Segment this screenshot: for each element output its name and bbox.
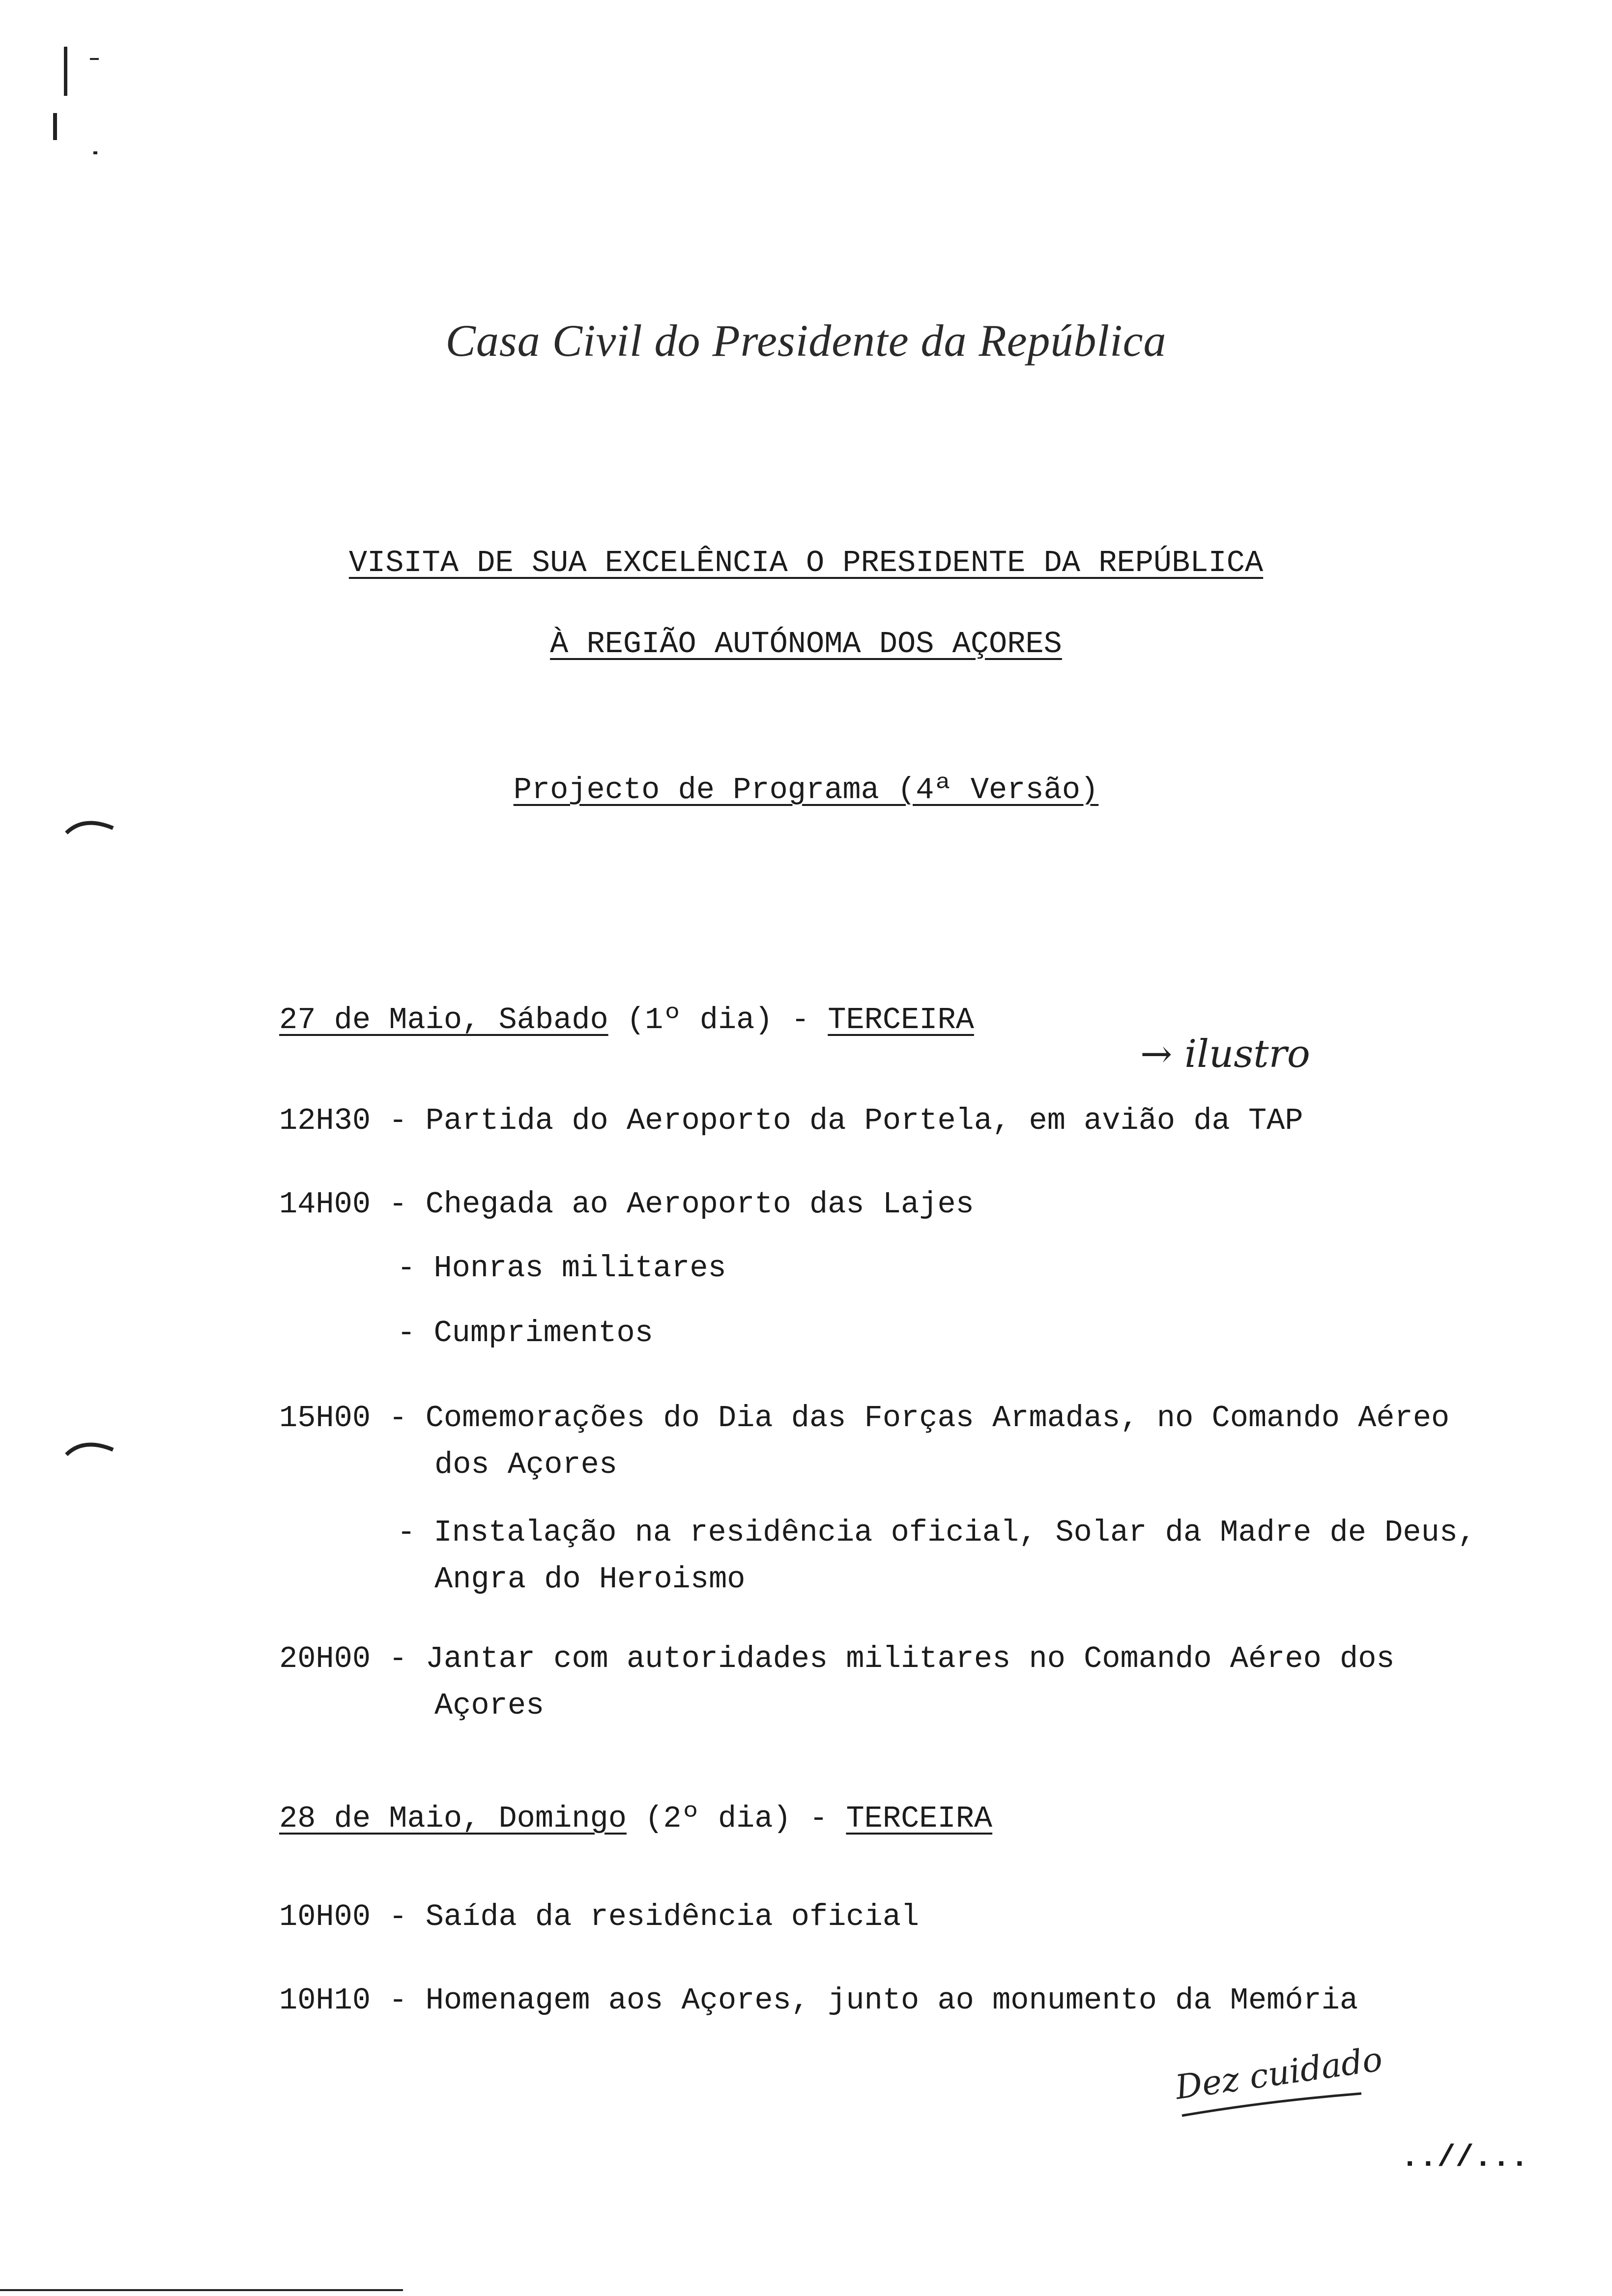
- schedule-entry: [279, 1899, 920, 1934]
- entry-time: 15H00: [279, 1401, 371, 1435]
- entry-dash: -: [397, 1251, 416, 1286]
- schedule-entry: [397, 1318, 653, 1349]
- subtitle: [0, 775, 1612, 805]
- entry-time: 10H10: [279, 1983, 371, 2018]
- schedule-entry: [397, 1253, 726, 1284]
- entry-text: Saída da residência oficial: [425, 1899, 920, 1934]
- entry-text: Instalação na residência oficial, Solar da Madre de Deus,: [433, 1515, 1476, 1550]
- day-1-island: TERCEIRA: [828, 1003, 974, 1037]
- day-1-header: [279, 1005, 974, 1035]
- entry-text: Cumprimentos: [433, 1316, 653, 1350]
- punch-hole-mark-bottom: [64, 1435, 118, 1460]
- day-2-header: [279, 1801, 993, 1836]
- entry-continuation: Açores: [434, 1688, 545, 1723]
- handwritten-note: Dez cuidado: [1173, 2039, 1385, 2108]
- day-2-island: TERCEIRA: [846, 1801, 993, 1836]
- entry-dash: -: [389, 1187, 407, 1222]
- entry-dash: -: [389, 1983, 407, 2018]
- entry-text: Homenagem aos Açores, junto ao monumento da Memória: [425, 1983, 1358, 2018]
- margin-mark: [64, 47, 67, 96]
- entry-text: Partida do Aeroporto da Portela, em avião da TAP: [425, 1103, 1303, 1138]
- schedule-entry: [279, 1985, 1358, 2016]
- entry-dash: -: [389, 1401, 407, 1435]
- day-1-date: 27 de Maio, Sábado: [279, 1003, 608, 1037]
- entry-dash: -: [389, 1899, 407, 1934]
- handwritten-annotation: → ilustro: [1140, 1032, 1310, 1076]
- margin-mark: [53, 113, 57, 140]
- margin-mark: [90, 58, 99, 60]
- signature-stroke: [1180, 2091, 1366, 2121]
- schedule-entry: [397, 1515, 1476, 1550]
- schedule-entry: [279, 1103, 1303, 1138]
- entry-dash: -: [389, 1641, 407, 1676]
- day-2-number: (2º dia): [645, 1801, 791, 1836]
- punch-hole-mark-top: [64, 813, 118, 838]
- entry-dash: -: [397, 1515, 416, 1550]
- entry-text: Jantar com autoridades militares no Comando Aéreo dos: [425, 1641, 1395, 1676]
- page-continuation: ..//...: [1401, 2140, 1529, 2175]
- margin-mark: [93, 151, 97, 154]
- entry-time: 20H00: [279, 1641, 371, 1676]
- schedule-entry: [279, 1403, 1449, 1434]
- entry-dash: -: [389, 1103, 407, 1138]
- entry-time: 12H30: [279, 1103, 371, 1138]
- entry-continuation: dos Açores: [434, 1447, 618, 1482]
- title-line-2: [0, 629, 1612, 660]
- title-text-1: VISITA DE SUA EXCELÊNCIA O PRESIDENTE DA REPÚBLICA: [348, 545, 1264, 580]
- day-2-date: 28 de Maio, Domingo: [279, 1801, 627, 1836]
- title-text-2: À REGIÃO AUTÓNOMA DOS AÇORES: [550, 627, 1062, 661]
- entry-time: 14H00: [279, 1187, 371, 1222]
- schedule-entry: [279, 1189, 974, 1220]
- day-2-dash: -: [809, 1801, 828, 1836]
- letterhead: Casa Civil do Presidente da República: [445, 316, 1167, 366]
- bottom-edge-line: [0, 2289, 403, 2291]
- subtitle-text: Projecto de Programa (4ª Versão): [513, 773, 1099, 807]
- entry-text: Comemorações do Dia das Forças Armadas, no Comando Aéreo: [425, 1401, 1450, 1435]
- day-1-dash: -: [791, 1003, 810, 1037]
- title-line-1: [0, 545, 1612, 580]
- entry-continuation: Angra do Heroismo: [434, 1562, 746, 1597]
- entry-dash: -: [397, 1316, 416, 1350]
- entry-text: Chegada ao Aeroporto das Lajes: [425, 1187, 974, 1222]
- schedule-entry: [279, 1641, 1395, 1676]
- entry-time: 10H00: [279, 1899, 371, 1934]
- entry-text: Honras militares: [433, 1251, 726, 1286]
- day-1-number: (1º dia): [626, 1003, 773, 1037]
